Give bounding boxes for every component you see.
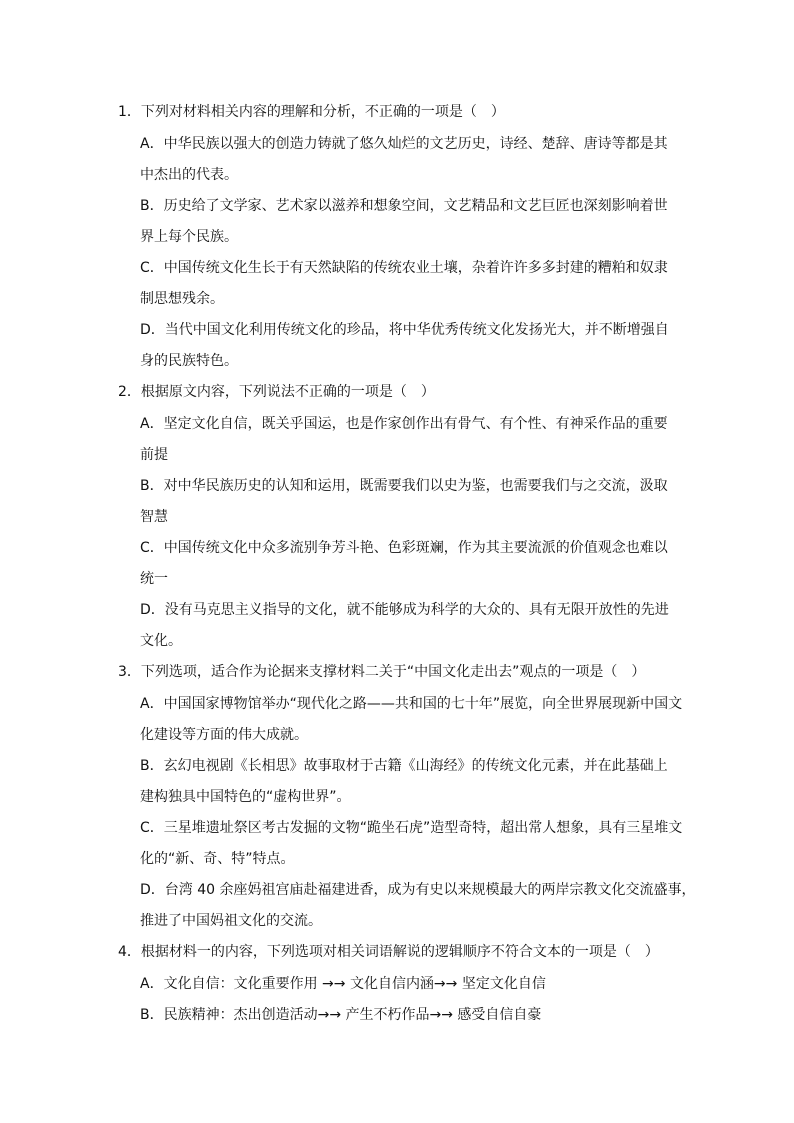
question-1-option-a-line-2: 中杰出的代表。 bbox=[140, 167, 238, 183]
question-3-option-c-line-2: 化的“新、奇、特”特点。 bbox=[140, 851, 295, 867]
question-2-option-b-line-2: 智慧 bbox=[140, 509, 168, 525]
question-2-option-b-line-1: B．对中华民族历史的认知和运用，既需要我们以史为鉴，也需要我们与之交流，汲取 bbox=[140, 478, 668, 494]
question-3-option-a-line-2: 化建设等方面的伟大成就。 bbox=[140, 727, 308, 743]
question-4-option-b: B．民族精神：杰出创造活动→→ 产生不朽作品→→ 感受自信自豪 bbox=[140, 1007, 542, 1023]
question-2-option-c-line-2: 统一 bbox=[140, 571, 168, 587]
question-2-option-d-line-2: 文化。 bbox=[140, 633, 182, 649]
question-3-option-b-line-2: 建构独具中国特色的“虚构世界”。 bbox=[140, 789, 351, 805]
question-3-stem: 3．下列选项，适合作为论据来支撑材料二关于“中国文化走出去”观点的一项是（ ） bbox=[118, 664, 646, 680]
question-2-option-a-line-1: A．坚定文化自信，既关乎国运，也是作家创作出有骨气、有个性、有神采作品的重要 bbox=[140, 416, 668, 432]
question-2-stem: 2．根据原文内容，下列说法不正确的一项是（ ） bbox=[118, 384, 435, 400]
question-1-option-c-line-2: 制思想残余。 bbox=[140, 291, 224, 307]
question-2-option-c-line-1: C．中国传统文化中众多流别争芳斗艳、色彩斑斓，作为其主要流派的价值观念也难以 bbox=[140, 540, 668, 556]
question-3-option-d-line-2: 推进了中国妈祖文化的交流。 bbox=[140, 913, 322, 929]
question-1-option-a-line-1: A．中华民族以强大的创造力铸就了悠久灿烂的文艺历史，诗经、楚辞、唐诗等都是其 bbox=[140, 136, 668, 152]
question-2-option-a-line-2: 前提 bbox=[140, 447, 168, 463]
question-3-option-d-line-1: D．台湾 40 余座妈祖宫庙赴福建进香，成为有史以来规模最大的两岸宗教文化交流盛事， bbox=[140, 882, 696, 898]
question-1-option-d-line-2: 身的民族特色。 bbox=[140, 353, 238, 369]
question-4-option-a: A．文化自信：文化重要作用 →→ 文化自信内涵→→ 坚定文化自信 bbox=[140, 976, 546, 992]
question-1-option-b-line-2: 界上每个民族。 bbox=[140, 229, 238, 245]
question-4-stem: 4．根据材料一的内容，下列选项对相关词语解说的逻辑顺序不符合文本的一项是（ ） bbox=[118, 944, 659, 960]
question-1-option-d-line-1: D．当代中国文化利用传统文化的珍品，将中华优秀传统文化发扬光大，并不断增强自 bbox=[140, 322, 669, 338]
question-3-option-a-line-1: A．中国国家博物馆举办“现代化之路——共和国的七十年”展览，向全世界展现新中国文 bbox=[140, 696, 683, 712]
question-3-option-b-line-1: B．玄幻电视剧《长相思》故事取材于古籍《山海经》的传统文化元素，并在此基础上 bbox=[140, 758, 668, 774]
question-1-option-b-line-1: B．历史给了文学家、艺术家以滋养和想象空间，文艺精品和文艺巨匠也深刻影响着世 bbox=[140, 198, 668, 214]
question-3-option-c-line-1: C．三星堆遗址祭区考古发掘的文物“跪坐石虎”造型奇特，超出常人想象，具有三星堆文 bbox=[140, 820, 683, 836]
question-1-option-c-line-1: C．中国传统文化生长于有天然缺陷的传统农业土壤，杂着许许多多封建的糟粕和奴隶 bbox=[140, 260, 668, 276]
question-2-option-d-line-1: D．没有马克思主义指导的文化，就不能够成为科学的大众的、具有无限开放性的先进 bbox=[140, 602, 669, 618]
question-1-stem: 1．下列对材料相关内容的理解和分析，不正确的一项是（ ） bbox=[118, 104, 505, 120]
